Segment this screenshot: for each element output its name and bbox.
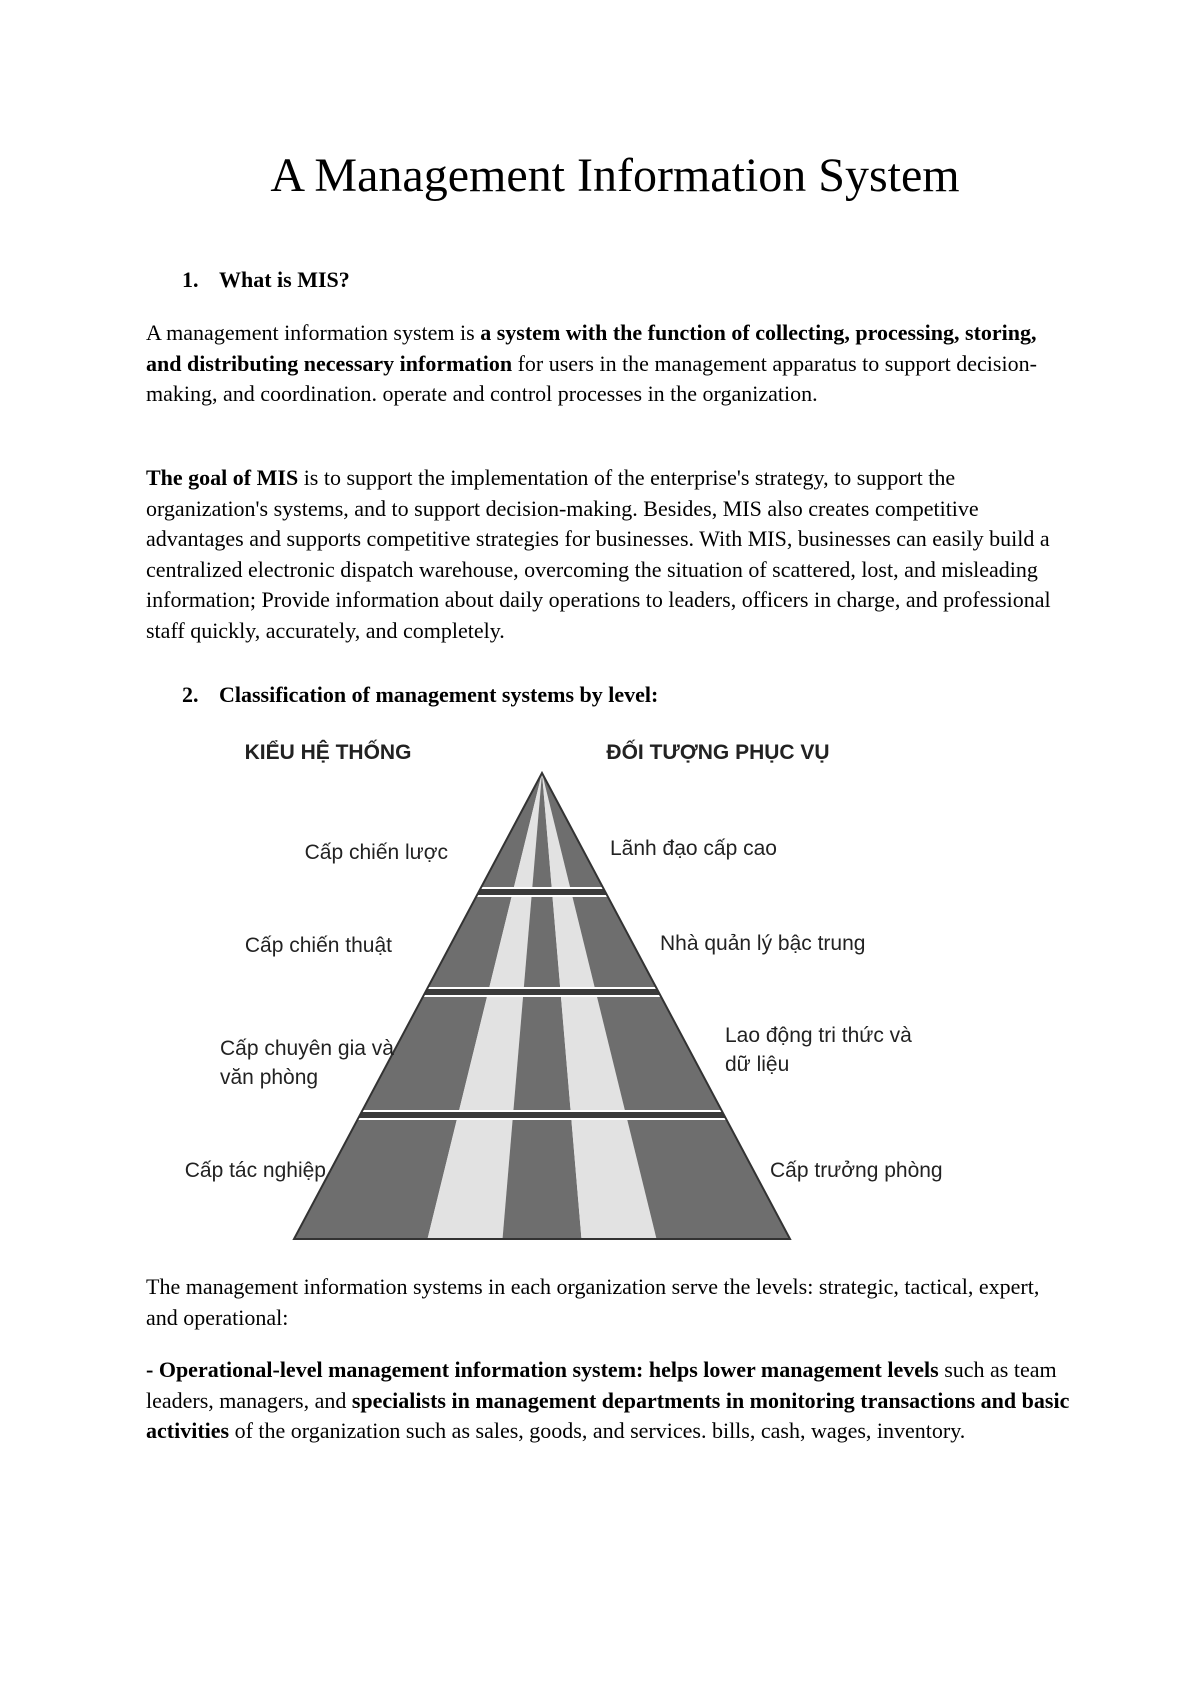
diagram-right-header: ĐỐI TƯỢNG PHỤC VỤ (606, 741, 830, 764)
bold-run: The goal of MIS (146, 465, 299, 490)
level-expert-label-line2: văn phòng (220, 1066, 319, 1089)
level-expert-label-line1: Cấp chuyên gia và (220, 1037, 394, 1060)
text-run: of the organization such as sales, goods, and services. bills, cash, wages, inventory. (229, 1418, 966, 1443)
paragraph-definition (146, 318, 1076, 410)
level-tactical-label: Cấp chiến thuật (244, 934, 392, 957)
level-tactical-audience: Nhà quản lý bậc trung (660, 932, 866, 955)
section-title: Classification of management systems by level: (219, 682, 659, 707)
paragraph-operational-level (146, 1355, 1076, 1447)
section-heading-classification (182, 680, 658, 710)
diagram-left-header: KIỂU HỆ THỐNG (244, 741, 412, 764)
level-strategic-audience: Lãnh đạo cấp cao (610, 837, 777, 860)
text-run: is to support the implementation of the enterprise's strategy, to support the organization's systems, and to support decision-making. Besides, MIS also creates competitive advantages and supports competitive strategies for businesses. With MIS, businesses can easily build a centralized electronic dispatch warehouse, overcoming the situation of scattered, lost, and misleading information; Provide information about daily operations to leaders, officers in charge, and professional staff quickly, accurately, and completely. (146, 465, 1051, 643)
level-expert-audience-line1: Lao động tri thức và (725, 1024, 912, 1047)
text-run: A management information system is (146, 320, 481, 345)
page-title: A Management Information System (270, 149, 960, 202)
bold-run: - Operational-level management information system: helps lower management levels (146, 1357, 939, 1382)
paragraph-levels-intro: The management information systems in each organization serve the levels: strategic, tactical, expert, and operational: (146, 1274, 1040, 1330)
text-run: for users in the management apparatus to support decision-making, and coordination. operate and control processes in the organization. (146, 350, 1037, 406)
level-strategic-label: Cấp chiến lược (304, 841, 448, 864)
section-number: 2. (182, 682, 199, 707)
level-operational-label: Cấp tác nghiệp (184, 1159, 326, 1182)
text-run: such as team leaders, managers, and (146, 1357, 1057, 1413)
level-operational-audience: Cấp trưởng phòng (770, 1159, 943, 1182)
pyramid-diagram (180, 725, 960, 1250)
paragraph-goal (146, 463, 1076, 646)
section-title: What is MIS? (219, 267, 350, 292)
level-expert-audience-line2: dữ liệu (725, 1053, 790, 1076)
bold-run: specialists in management departments in monitoring transactions and basic activities (146, 1387, 1070, 1443)
section-number: 1. (182, 267, 199, 292)
bold-run: a system with the function of collecting, processing, storing, and distributing necessary information (146, 320, 1037, 376)
section-heading-what-is-mis (182, 265, 350, 295)
